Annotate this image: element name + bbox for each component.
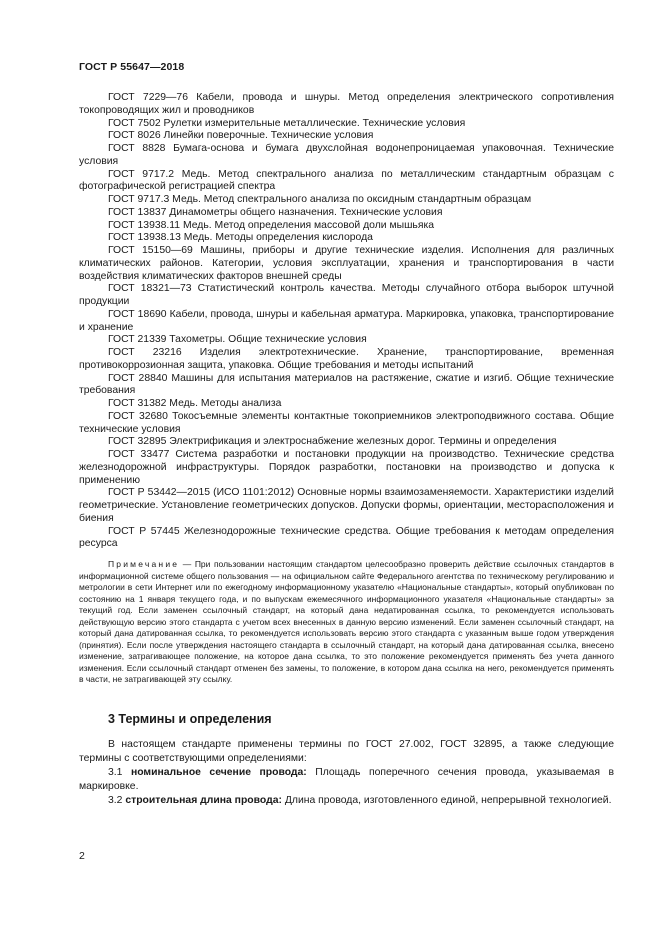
reference-item: ГОСТ 13938.11 Медь. Метод определения массовой доли мышьяка bbox=[108, 219, 435, 231]
reference-item: ГОСТ 23216 Изделия электротехнические. Хранение, транспортирование, временная противокоррозионная защита, упаковка. Общие требования и методы испытаний bbox=[79, 347, 614, 371]
section-title: 3 Термины и определения bbox=[108, 711, 272, 726]
note-text: — При пользовании настоящим стандартом целесообразно проверить действие ссылочных стандартов в информационной системе общего пользования — на официальном сайте Федерального агентства по техническому регулированию и метрологии в сети Интернет или по ежегодному информационному указателю «Национальные стандарты», который опубликован по состоянию на 1 января текущего года, и по выпускам ежемесячного информационного указателя «Национальные стандарты» за текущий год. Если заменен ссылочный стандарт, на который дана недатированная ссылка, то рекомендуется использовать действующую версию этого стандарта с учетом всех внесенных в данную версию изменений. Если заменен ссылочный стандарт, на который дана датированная ссылка, то рекомендуется использовать версию этого стандарта с указанным выше годом утверждения (принятия). Если после утверждения настоящего стандарта в ссылочный стандарт, на который дана датированная ссылка, внесено изменение, затрагивающее положение, на которое дана ссылка, то это положение рекомендуется применять без учета данного изменения. Если ссылочный стандарт отменен без замены, то положение, в котором дана ссылка на него, рекомендуется применять в части, не затрагивающей эту ссылку. bbox=[79, 559, 614, 684]
reference-item: ГОСТ 15150—69 Машины, приборы и другие технические изделия. Исполнения для различных климатических районов. Категории, условия эксплуатации, хранения и транспортирования в части воздействия климатических факторов внешней среды bbox=[79, 245, 614, 282]
reference-item: ГОСТ Р 57445 Железнодорожные технические средства. Общие требования к методам определения ресурса bbox=[79, 525, 614, 550]
reference-item: ГОСТ 8026 Линейки поверочные. Технические условия bbox=[108, 130, 374, 142]
reference-item: ГОСТ 18321—73 Статистический контроль качества. Методы случайного отбора выборок штучной продукции bbox=[79, 283, 614, 307]
reference-item: ГОСТ 32895 Электрификация и электроснабжение железных дорог. Термины и определения bbox=[108, 436, 557, 448]
reference-item: ГОСТ 8828 Бумага-основа и бумага двухслойная водонепроницаемая упаковочная. Технические условия bbox=[79, 143, 614, 167]
reference-item: ГОСТ 31382 Медь. Методы анализа bbox=[108, 398, 282, 409]
reference-item: ГОСТ 33477 Система разработки и постановки продукции на производство. Технические средства железнодорожной инфраструктуры. Порядок разработки, постановки на производство и допуска к применению bbox=[79, 449, 614, 486]
reference-item: ГОСТ 32680 Токосъемные элементы контактные токоприемников электроподвижного состава. Общие технические условия bbox=[79, 410, 614, 435]
document-header: ГОСТ Р 55647—2018 bbox=[79, 61, 185, 73]
reference-item: ГОСТ 18690 Кабели, провода, шнуры и кабельная арматура. Маркировка, упаковка, транспортирование и хранение bbox=[79, 308, 614, 333]
reference-item: ГОСТ Р 53442—2015 (ИСО 1101:2012) Основные нормы взаимозаменяемости. Характеристики изделий геометрические. Установление геометрических допусков. Допуски формы, ориентации, месторасположения и биения bbox=[79, 487, 614, 524]
reference-item: ГОСТ 21339 Тахометры. Общие технические условия bbox=[108, 334, 367, 346]
term-number: 3.2 bbox=[108, 794, 126, 806]
term-number: 3.1 bbox=[108, 766, 131, 778]
term-name: номинальное сечение провода: bbox=[130, 766, 307, 778]
reference-item: ГОСТ 9717.3 Медь. Метод спектрального анализа по оксидным стандартным образцам bbox=[108, 194, 532, 205]
reference-item: ГОСТ 13837 Динамометры общего назначения. Технические условия bbox=[108, 206, 443, 218]
page-number: 2 bbox=[79, 850, 85, 862]
note-label: Примечание bbox=[108, 559, 180, 569]
reference-item: ГОСТ 7502 Рулетки измерительные металлические. Технические условия bbox=[108, 117, 466, 129]
term-definition bbox=[79, 794, 614, 808]
reference-item: ГОСТ 9717.2 Медь. Метод спектрального анализа по металлическим стандартным образцам с фотографической регистрацией спектра bbox=[79, 168, 614, 193]
term-definition bbox=[79, 766, 614, 794]
section-intro: В настоящем стандарте применены термины по ГОСТ 27.002, ГОСТ 32895, а также следующие термины с соответствующими определениями: bbox=[79, 738, 614, 764]
reference-item: ГОСТ 13938.13 Медь. Методы определения кислорода bbox=[108, 232, 373, 244]
term-definition-text: Площадь поперечного сечения провода, указываемая в маркировке. bbox=[79, 766, 614, 792]
note-paragraph bbox=[79, 559, 614, 686]
term-definition-text: Длина провода, изготовленного единой, непрерывной технологией. bbox=[281, 794, 612, 806]
term-name: строительная длина провода: bbox=[125, 794, 282, 806]
reference-item: ГОСТ 7229—76 Кабели, провода и шнуры. Метод определения электрического сопротивления токопроводящих жил и проводников bbox=[79, 92, 614, 116]
reference-item: ГОСТ 28840 Машины для испытания материалов на растяжение, сжатие и изгиб. Общие технические требования bbox=[79, 372, 614, 397]
page-content bbox=[79, 92, 614, 808]
normative-references-list bbox=[79, 92, 614, 551]
